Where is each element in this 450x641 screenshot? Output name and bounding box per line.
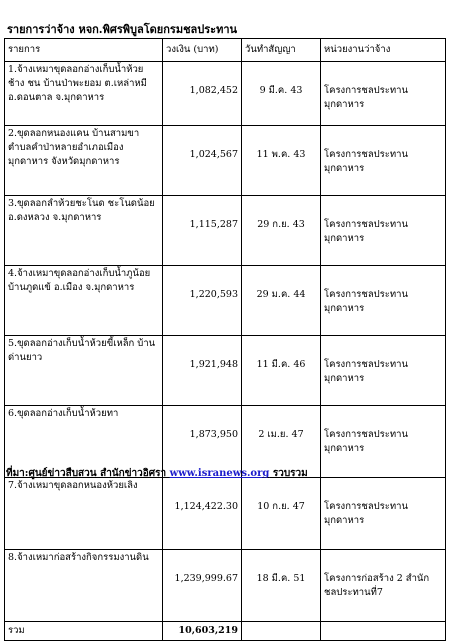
contracts-table xyxy=(4,38,446,641)
row-amount: 1,239,999.67 xyxy=(163,550,242,622)
row-amount: 1,220,593 xyxy=(163,266,242,336)
row-date: 18 มี.ค. 51 xyxy=(242,550,321,622)
row-date: 29 ม.ค. 44 xyxy=(242,266,321,336)
source-prefix: ที่มา:ศูนย์ข่าวสืบสวน สำนักข่าวอิศรา xyxy=(6,468,167,479)
row-agency: โครงการชลประทาน มุกดาหาร xyxy=(321,266,446,336)
row-agency: โครงการชลประทาน มุกดาหาร xyxy=(321,62,446,126)
total-row xyxy=(5,622,446,641)
row-name: 3.ขุดลอกลำห้วยชะโนด ชะโนดน้อย อ.ดงหลวง จ.มุกดาหาร xyxy=(5,196,163,266)
row-name: 5.ขุดลอกอ่างเก็บน้ำห้วยขี้เหล็ก บ้านด่านยาว xyxy=(5,336,163,406)
row-date: 11 มี.ค. 46 xyxy=(242,336,321,406)
row-name: 2.ขุดลอกหนองแคน บ้านสามขา ตำบลคำป่าหลายอำเภอเมือง มุกดาหาร จังหวัดมุกดาหาร xyxy=(5,126,163,196)
total-empty-agency xyxy=(321,622,446,641)
row-date: 11 พ.ค. 43 xyxy=(242,126,321,196)
table-row xyxy=(5,336,446,406)
row-agency: โครงการชลประทาน มุกดาหาร xyxy=(321,126,446,196)
row-amount: 1,115,287 xyxy=(163,196,242,266)
row-name: 6.ขุดลอกอ่างเก็บน้ำห้วยทา xyxy=(5,406,163,478)
row-amount: 1,873,950 xyxy=(163,406,242,478)
row-agency: โครงการชลประทาน มุกดาหาร xyxy=(321,196,446,266)
source-line xyxy=(6,466,446,481)
table-row xyxy=(5,62,446,126)
row-date: 29 ก.ย. 43 xyxy=(242,196,321,266)
row-agency: โครงการชลประทาน มุกดาหาร xyxy=(321,336,446,406)
header-agency: หน่วยงานว่าจ้าง xyxy=(321,39,446,62)
row-date: 9 มี.ค. 43 xyxy=(242,62,321,126)
table-row xyxy=(5,550,446,622)
row-amount: 1,082,452 xyxy=(163,62,242,126)
total-empty-date xyxy=(242,622,321,641)
table-row xyxy=(5,478,446,550)
page-title: รายการว่าจ้าง หจก.พิศรพิบูลโดยกรมชลประทาน xyxy=(7,23,238,36)
row-agency: โครงการชลประทาน มุกดาหาร xyxy=(321,406,446,478)
row-amount: 1,921,948 xyxy=(163,336,242,406)
table-row xyxy=(5,266,446,336)
row-amount: 1,024,567 xyxy=(163,126,242,196)
row-name: 1.จ้างเหมาขุดลอกอ่างเก็บน้ำห้วยช้าง ชน บ้านป่าพะยอม ต.เหล่าหมี อ.ดอนตาล จ.มุกดาหาร xyxy=(5,62,163,126)
row-amount: 1,124,422.30 xyxy=(163,478,242,550)
row-agency: โครงการก่อสร้าง 2 สำนักชลประทานที่7 xyxy=(321,550,446,622)
header-amount: วงเงิน (บาท) xyxy=(163,39,242,62)
header-name: รายการ xyxy=(5,39,163,62)
row-name: 8.จ้างเหมาก่อสร้างกิจกรรมงานดิน xyxy=(5,550,163,622)
table-row xyxy=(5,126,446,196)
source-link[interactable]: www.isranews.org xyxy=(169,468,270,479)
row-date: 10 ก.ย. 47 xyxy=(242,478,321,550)
row-date: 2 เม.ย. 47 xyxy=(242,406,321,478)
total-label: รวม xyxy=(5,622,163,641)
source-suffix: รวบรวม xyxy=(269,468,308,479)
table-header-row xyxy=(5,39,446,62)
header-date: วันทำสัญญา xyxy=(242,39,321,62)
table-row xyxy=(5,196,446,266)
row-name: 7.จ้างเหมาขุดลอกหนองห้วยเลิง xyxy=(5,478,163,550)
row-agency: โครงการชลประทาน มุกดาหาร xyxy=(321,478,446,550)
row-name: 4.จ้างเหมาขุดลอกอ่างเก็บน้ำภูน้อย บ้านภูดแข้ อ.เมือง จ.มุกดาหาร xyxy=(5,266,163,336)
total-amount: 10,603,219 xyxy=(163,622,242,641)
